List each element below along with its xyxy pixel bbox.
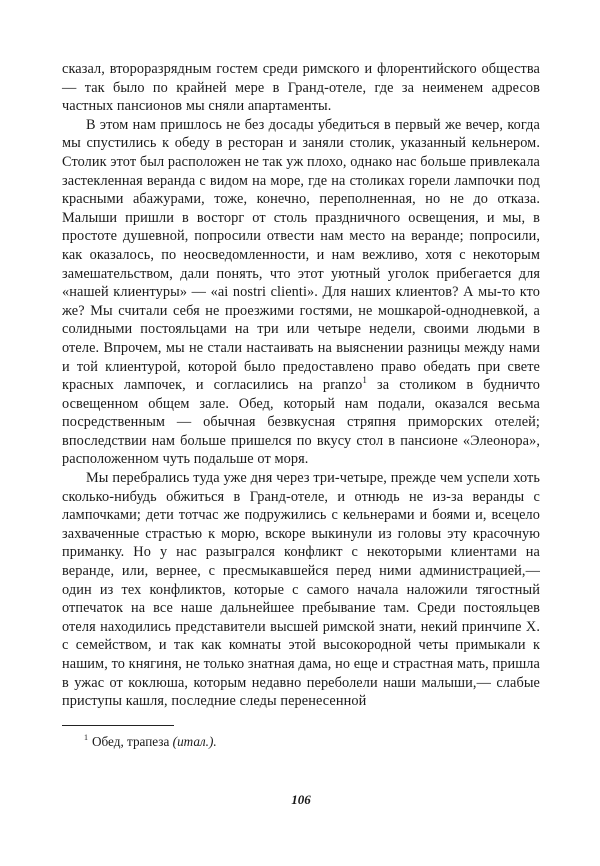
footnote-divider [62,725,174,726]
paragraph-2-continuation: за столиком в будничто освещенном общем зале. Обед, который нам подали, оказался весьма посредственным — обычная безвкусная стряпня приморских отелей; впоследствии нам больше пришелся по вкусу стол в пансионе «Элеонора», расположенном чуть подальше от моря. [62,377,540,468]
paragraph-3: Мы перебрались туда уже дня через три-четыре, прежде чем успели хоть сколько-нибудь обжиться в Гранд-отеле, и отнюдь не из-за веранды с лампочками; дети тотчас же подружились с кельнерами и боями и, всецело захваченные страстью к морю, вскоре выкинули из головы эту красочную приманку. Но у нас разыгрался конфликт с некоторыми клиентами на веранде, или, вернее, с пресмыкавшейся перед ними администрацией,— один из тех конфликтов, которые с самого начала наложили тягостный отпечаток на все наше дальнейшее пребывание там. Среди постояльцев отеля находились представители высшей римской знати, некий принчипе X. с семейством, и так как комнаты этой высокородной четы примыкали к нашим, то княгиня, не только знатная дама, но еще и страстная мать, пришла в ужас от коклюша, которым недавно переболели наши малыши,— слабые приступы кашля, последние следы перенесенной [62,470,540,710]
footnote-reference[interactable]: 1 [362,375,367,386]
paragraph-2-text: В этом нам пришлось не без досады убедиться в первый же вечер, когда мы спустились к обеду в ресторан и заняли столик, указанный кельнером. Столик этот был расположен не так уж плохо, однако нас больше привлекала застекленная веранда с видом на море, где на столиках горели лампочки под красными абажурами, тоже, конечно, переполненная, но не до отказа. Малыши пришли в восторг от столь праздничного освещения, и мы, в простоте душевной, попросили отвести нам место на веранде; попросили, как оказалось, по неосведомленности, и нам вежливо, хотя с некоторым замешательством, дали понять, что этот уютный уголок прибегается для «нашей клиентуры» — «ai nostri clienti». Для наших клиентов? А мы-то кто же? Мы считали себя не проезжими гостями, не мошкарой-однодневкой, а солидными постояльцами на три или четыре недели, своими людьми в отеле. Впрочем, мы не стали настаивать на выяснении разницы между нами и той клиентурой, которой было предоставлено право обедать при свете красных лампочек, и согласились на pranzo [62,116,540,394]
paragraph-1: сказал, второразрядным гостем среди римского и флорентийского общества — так было по крайней мере в Гранд-отеле, где за неименем адресов частных пансионов мы сняли апартаменты. [62,61,540,115]
footnote-language: (итал.). [172,733,217,749]
paragraph-2 [62,116,540,469]
footnote-text: Обед, трапеза [92,733,170,749]
footnote-mark: 1 [84,733,88,743]
book-page [62,60,540,807]
page-number: 106 [291,792,311,807]
footnote [62,734,540,750]
body-text [62,60,540,711]
